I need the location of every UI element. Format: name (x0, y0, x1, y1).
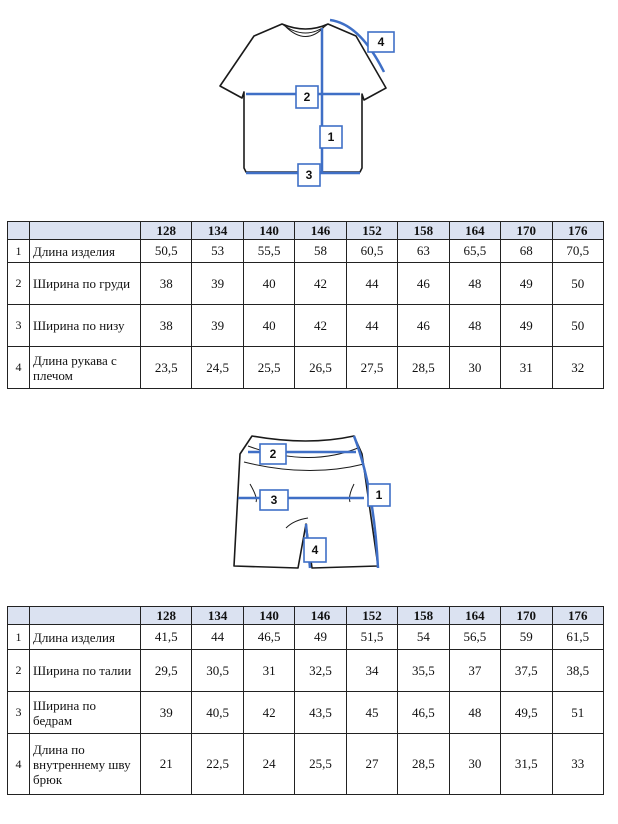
value-cell: 37,5 (501, 650, 552, 692)
value-cell: 24 (243, 734, 294, 795)
value-cell: 31 (501, 347, 552, 389)
value-cell: 38 (141, 263, 192, 305)
value-cell: 35,5 (398, 650, 449, 692)
value-cell: 46,5 (398, 692, 449, 734)
value-cell: 34 (346, 650, 397, 692)
value-cell: 48 (449, 305, 500, 347)
table-row (8, 734, 604, 795)
header-cell: 176 (552, 222, 604, 240)
value-cell: 37 (449, 650, 500, 692)
header-cell: 152 (346, 607, 397, 625)
value-cell: 51 (552, 692, 604, 734)
header-cell (8, 607, 30, 625)
value-cell: 56,5 (449, 625, 500, 650)
value-cell: 46,5 (243, 625, 294, 650)
shorts-label-1 (368, 484, 390, 506)
row-number: 4 (8, 734, 30, 795)
row-label: Длина рукава с плечом (30, 347, 141, 389)
svg-text:4: 4 (311, 543, 319, 557)
row-number: 3 (8, 305, 30, 347)
header-cell: 140 (243, 222, 294, 240)
value-cell: 48 (449, 692, 500, 734)
value-cell: 28,5 (398, 347, 449, 389)
table-row (8, 240, 604, 263)
header-cell: 134 (192, 607, 243, 625)
header-cell (30, 222, 141, 240)
svg-text:2: 2 (269, 447, 277, 461)
header-cell: 164 (449, 222, 500, 240)
value-cell: 31,5 (501, 734, 552, 795)
value-cell: 30 (449, 734, 500, 795)
shorts-label-3 (260, 490, 288, 510)
row-number: 4 (8, 347, 30, 389)
value-cell: 63 (398, 240, 449, 263)
table-row (8, 692, 604, 734)
value-cell: 65,5 (449, 240, 500, 263)
value-cell: 38 (141, 305, 192, 347)
table-row (8, 625, 604, 650)
header-cell: 146 (295, 607, 346, 625)
value-cell: 28,5 (398, 734, 449, 795)
value-cell: 44 (346, 263, 397, 305)
header-cell: 164 (449, 607, 500, 625)
header-cell: 128 (141, 607, 192, 625)
value-cell: 54 (398, 625, 449, 650)
value-cell: 43,5 (295, 692, 346, 734)
row-label: Ширина по низу (30, 305, 141, 347)
value-cell: 24,5 (192, 347, 243, 389)
svg-text:2: 2 (303, 90, 311, 104)
shorts-label-4 (304, 538, 326, 562)
value-cell: 59 (501, 625, 552, 650)
tshirt-label-1 (320, 126, 342, 148)
table-row (8, 347, 604, 389)
value-cell: 55,5 (243, 240, 294, 263)
value-cell: 49,5 (501, 692, 552, 734)
header-cell: 152 (346, 222, 397, 240)
table-row (8, 650, 604, 692)
row-number: 1 (8, 625, 30, 650)
value-cell: 22,5 (192, 734, 243, 795)
value-cell: 44 (192, 625, 243, 650)
value-cell: 51,5 (346, 625, 397, 650)
value-cell: 42 (295, 263, 346, 305)
value-cell: 49 (501, 263, 552, 305)
tshirt-diagram (210, 12, 410, 190)
table-header-row (8, 222, 604, 240)
value-cell: 46 (398, 263, 449, 305)
value-cell: 58 (295, 240, 346, 263)
header-cell: 140 (243, 607, 294, 625)
header-cell: 146 (295, 222, 346, 240)
header-cell (8, 222, 30, 240)
value-cell: 25,5 (295, 734, 346, 795)
tshirt-label-3 (298, 164, 320, 186)
tshirt-label-4 (368, 32, 394, 52)
value-cell: 68 (501, 240, 552, 263)
shorts-label-2 (260, 444, 286, 464)
row-label: Ширина по груди (30, 263, 141, 305)
value-cell: 40 (243, 305, 294, 347)
svg-text:4: 4 (377, 35, 385, 49)
table-row (8, 263, 604, 305)
value-cell: 31 (243, 650, 294, 692)
value-cell: 32,5 (295, 650, 346, 692)
value-cell: 70,5 (552, 240, 604, 263)
row-number: 3 (8, 692, 30, 734)
value-cell: 27,5 (346, 347, 397, 389)
value-cell: 50 (552, 263, 604, 305)
value-cell: 39 (192, 305, 243, 347)
row-label: Длина изделия (30, 625, 141, 650)
value-cell: 29,5 (141, 650, 192, 692)
value-cell: 46 (398, 305, 449, 347)
value-cell: 30,5 (192, 650, 243, 692)
header-cell: 158 (398, 607, 449, 625)
tshirt-label-2 (296, 86, 318, 108)
value-cell: 40,5 (192, 692, 243, 734)
value-cell: 38,5 (552, 650, 604, 692)
table-row (8, 305, 604, 347)
value-cell: 60,5 (346, 240, 397, 263)
value-cell: 27 (346, 734, 397, 795)
value-cell: 21 (141, 734, 192, 795)
row-number: 2 (8, 263, 30, 305)
row-label: Длина изделия (30, 240, 141, 263)
shorts-diagram (228, 428, 398, 578)
header-cell: 128 (141, 222, 192, 240)
header-cell: 176 (552, 607, 604, 625)
row-label: Длина по внутреннему шву брюк (30, 734, 141, 795)
value-cell: 42 (243, 692, 294, 734)
value-cell: 45 (346, 692, 397, 734)
svg-text:1: 1 (327, 130, 335, 144)
value-cell: 61,5 (552, 625, 604, 650)
row-number: 1 (8, 240, 30, 263)
value-cell: 40 (243, 263, 294, 305)
header-cell: 158 (398, 222, 449, 240)
value-cell: 25,5 (243, 347, 294, 389)
svg-text:3: 3 (305, 168, 313, 182)
value-cell: 42 (295, 305, 346, 347)
value-cell: 26,5 (295, 347, 346, 389)
value-cell: 23,5 (141, 347, 192, 389)
value-cell: 39 (192, 263, 243, 305)
tshirt-size-table (7, 221, 604, 389)
shorts-size-table (7, 606, 604, 795)
header-cell: 134 (192, 222, 243, 240)
value-cell: 49 (501, 305, 552, 347)
row-number: 2 (8, 650, 30, 692)
value-cell: 39 (141, 692, 192, 734)
header-cell: 170 (501, 607, 552, 625)
header-cell (30, 607, 141, 625)
value-cell: 30 (449, 347, 500, 389)
row-label: Ширина по талии (30, 650, 141, 692)
value-cell: 50,5 (141, 240, 192, 263)
table-header-row (8, 607, 604, 625)
svg-text:3: 3 (270, 493, 278, 507)
svg-text:1: 1 (375, 488, 383, 502)
header-cell: 170 (501, 222, 552, 240)
row-label: Ширина по бедрам (30, 692, 141, 734)
value-cell: 41,5 (141, 625, 192, 650)
value-cell: 49 (295, 625, 346, 650)
value-cell: 53 (192, 240, 243, 263)
value-cell: 48 (449, 263, 500, 305)
value-cell: 50 (552, 305, 604, 347)
value-cell: 32 (552, 347, 604, 389)
value-cell: 33 (552, 734, 604, 795)
value-cell: 44 (346, 305, 397, 347)
